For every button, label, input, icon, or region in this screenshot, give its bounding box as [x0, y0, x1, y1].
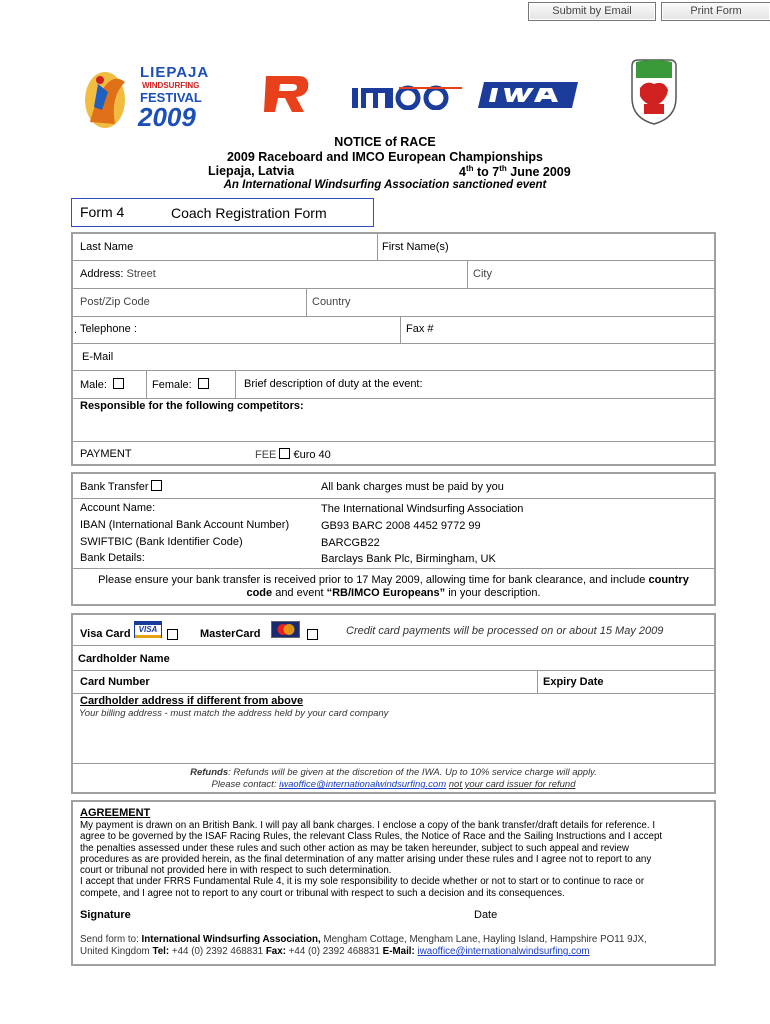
notice-title: NOTICE of RACE	[334, 135, 436, 149]
print-form-button[interactable]: Print Form	[661, 2, 770, 21]
imco-logo	[352, 82, 464, 110]
last-name-field[interactable]: Last Name	[80, 241, 134, 253]
male-checkbox[interactable]: Male:	[80, 378, 124, 391]
contact-email-link[interactable]: iwaoffice@internationalwindsurfing.com	[279, 779, 447, 790]
bank-charges-note: All bank charges must be paid by you	[321, 481, 504, 493]
mastercard-label: MasterCard	[200, 628, 261, 640]
personal-details-section	[71, 232, 716, 466]
email-field[interactable]: E-Mail	[82, 351, 114, 363]
bank-row-label: SWIFTBIC (Bank Identifier Code)	[80, 536, 243, 548]
bank-transfer-checkbox[interactable]: Bank Transfer	[80, 480, 162, 493]
bank-row-value: Barclays Bank Plc, Birmingham, UK	[321, 553, 496, 565]
bank-row-value: The International Windsurfing Association	[321, 503, 524, 515]
postcode-field[interactable]: Post/Zip Code	[80, 296, 150, 308]
fee-checkbox[interactable]: FEE €uro 40	[255, 449, 331, 461]
female-checkbox[interactable]: Female:	[152, 378, 209, 391]
first-names-field[interactable]: First Name(s)	[382, 241, 449, 253]
mastercard-checkbox[interactable]	[307, 629, 318, 640]
card-processing-note: Credit card payments will be processed on or about 15 May 2009	[346, 625, 664, 637]
signature-field[interactable]: Signature	[80, 909, 131, 921]
fee-checkbox-box[interactable]	[279, 448, 290, 459]
championship-title: 2009 Raceboard and IMCO European Championships	[226, 150, 544, 164]
sanction-note: An International Windsurfing Association sanctioned event	[223, 179, 547, 191]
male-checkbox-box[interactable]	[113, 378, 124, 389]
festival-logo-text: LIEPAJA	[140, 64, 210, 81]
telephone-field[interactable]: Telephone :	[80, 323, 137, 335]
liepaja-coat-of-arms	[624, 58, 684, 126]
bank-transfer-checkbox-box[interactable]	[151, 480, 162, 491]
female-checkbox-box[interactable]	[198, 378, 209, 389]
stray-dot: .	[74, 324, 78, 336]
submit-by-email-button[interactable]: Submit by Email	[528, 2, 656, 21]
iwa-logo	[478, 80, 580, 110]
festival-logo-text-3: FESTIVAL	[140, 90, 202, 105]
event-dates: 4th to 7th June 2009	[459, 164, 571, 180]
cardholder-address-note: Your billing address - must match the address held by your card company	[79, 708, 389, 719]
bank-row-value: GB93 BARC 2008 4452 9772 99	[321, 520, 481, 532]
form-number: Form 4	[80, 204, 125, 220]
cardholder-name-field[interactable]: Cardholder Name	[78, 653, 170, 665]
card-number-field[interactable]: Card Number	[80, 676, 150, 688]
bank-transfer-notice: Please ensure your bank transfer is received prior to 17 May 2009, allowing time for bank clearance, and include country code and event “RB/IMCO Europeans” in your description.	[98, 574, 689, 599]
responsible-competitors-field[interactable]: Responsible for the following competitors:	[80, 400, 304, 412]
send-form-address: Send form to: International Windsurfing Association, Mengham Cottage, Mengham Lane, Hayling Island, Hampshire PO11 9JX, United Kingdom Tel: +44 (0) 2392 468831 Fax: +44 (0) 2392 468831 E-Mail: iwaoffice@internationalwindsurfing.com	[80, 934, 647, 957]
bank-row-label: Account Name:	[80, 502, 156, 514]
bank-row-label: Bank Details:	[80, 552, 145, 564]
date-field[interactable]: Date	[474, 909, 498, 921]
payment-label: PAYMENT	[80, 448, 132, 460]
fax-field[interactable]: Fax #	[406, 323, 434, 335]
location: Liepaja, Latvia	[208, 164, 295, 178]
raceboard-r-logo	[262, 74, 312, 114]
liepaja-festival-logo	[80, 62, 215, 134]
festival-logo-text-2: WINDSURFING	[142, 81, 200, 90]
city-field[interactable]: City	[473, 268, 492, 280]
bank-row-value: BARCGB22	[321, 537, 380, 549]
address-street-field[interactable]: Address: Street	[80, 268, 156, 280]
form-name: Coach Registration Form	[171, 205, 327, 221]
visa-logo: VISA	[134, 621, 162, 638]
visa-label: Visa Card	[80, 628, 131, 640]
form-title-box	[71, 198, 374, 227]
mastercard-logo	[271, 621, 300, 638]
refunds-note: Refunds: Refunds will be given at the discretion of the IWA. Up to 10% service charge will apply. Please contact: iwaoffice@internationalwindsurfing.com not your card issuer for refund	[190, 767, 597, 790]
festival-logo-year: 2009	[138, 102, 196, 132]
agreement-text: My payment is drawn on an British Bank. I will pay all bank charges. I enclose a copy of the bank transfer/draft details for reference. I agree to be governed by the ISAF Racing Rules, the relevant Class Rules, the Notice of Race and the Sailing Instructions and I accept the penalties assessed under these rules and such other action as may be taken hereunder, subject to such appeal and review procedures as are provided herein, as the final determination of any matter arising under these rules and I agree not to report to any court or tribunal not provided here in with respect to such determination. I accept that under FRRS Fundamental Rule 4, it is my sole responsibility to decide whether or not to start or to continue to race or compete, and I agree not to report to any court or tribunal with respect to such a decision and its consequences.	[80, 820, 663, 899]
expiry-date-field[interactable]: Expiry Date	[543, 676, 604, 688]
bank-row-label: IBAN (International Bank Account Number)	[80, 519, 290, 531]
duty-description-field[interactable]: Brief description of duty at the event:	[244, 378, 423, 390]
cardholder-address-heading: Cardholder address if different from above	[80, 695, 304, 707]
iwa-email-link[interactable]: iwaoffice@internationalwindsurfing.com	[417, 946, 590, 957]
country-field[interactable]: Country	[312, 296, 351, 308]
visa-checkbox[interactable]	[167, 629, 178, 640]
agreement-heading: AGREEMENT	[80, 807, 151, 819]
